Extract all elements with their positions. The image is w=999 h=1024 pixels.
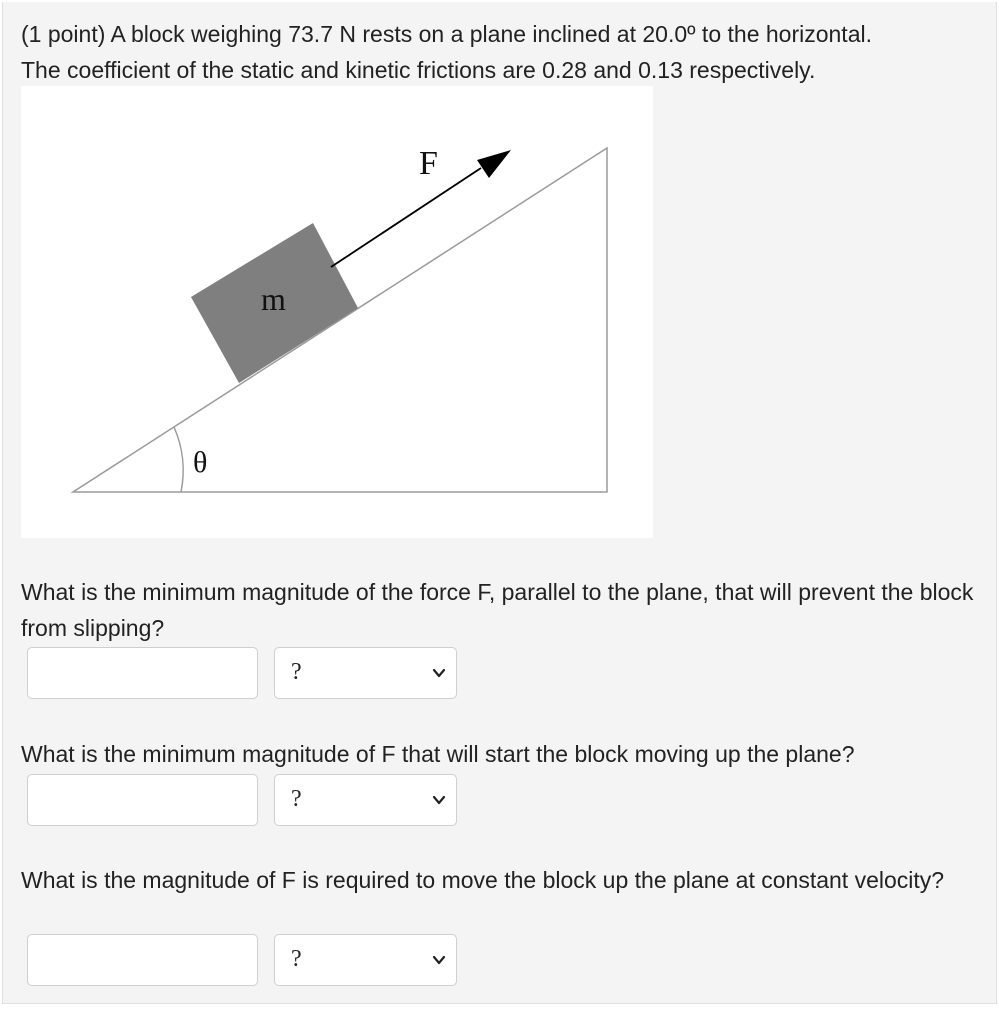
- problem-card: [2, 2, 997, 1004]
- unit-select-2-value: ?: [291, 786, 302, 812]
- force-label: F: [419, 145, 438, 182]
- unit-select-1-value: ?: [291, 659, 302, 685]
- chevron-down-icon: [432, 666, 446, 680]
- incline-plane: [73, 148, 607, 492]
- answer-row-3: [27, 934, 467, 988]
- unit-select-3[interactable]: [274, 934, 457, 986]
- question-2-text: What is the minimum magnitude of F that will start the block moving up the plane?: [21, 741, 855, 767]
- angle-label: θ: [193, 446, 208, 479]
- chevron-down-icon: [432, 953, 446, 967]
- force-arrow-head: [477, 150, 511, 178]
- problem-statement: [21, 16, 986, 88]
- answer-input-1[interactable]: [27, 647, 258, 699]
- answer-row-1: [27, 647, 467, 701]
- question-3-text: What is the magnitude of F is required to move the block up the plane at constant velocity?: [21, 867, 945, 893]
- question-1-text: What is the minimum magnitude of the force F, parallel to the plane, that will prevent the block from slipping?: [21, 579, 974, 641]
- incline-diagram: [21, 86, 653, 538]
- incline-diagram-svg: [21, 86, 653, 538]
- unit-select-2[interactable]: [274, 774, 457, 826]
- answer-input-2[interactable]: [27, 774, 258, 826]
- problem-statement-line-2: The coefficient of the static and kinetic frictions are 0.28 and 0.13 respectively.: [21, 57, 816, 83]
- chevron-down-icon: [432, 793, 446, 807]
- problem-statement-line-1: (1 point) A block weighing 73.7 N rests on a plane inclined at 20.0º to the horizontal.: [21, 21, 872, 47]
- unit-select-3-value: ?: [291, 946, 302, 972]
- unit-select-1[interactable]: [274, 647, 457, 699]
- answer-row-2: [27, 774, 467, 828]
- answer-input-3[interactable]: [27, 934, 258, 986]
- mass-label: m: [261, 281, 286, 317]
